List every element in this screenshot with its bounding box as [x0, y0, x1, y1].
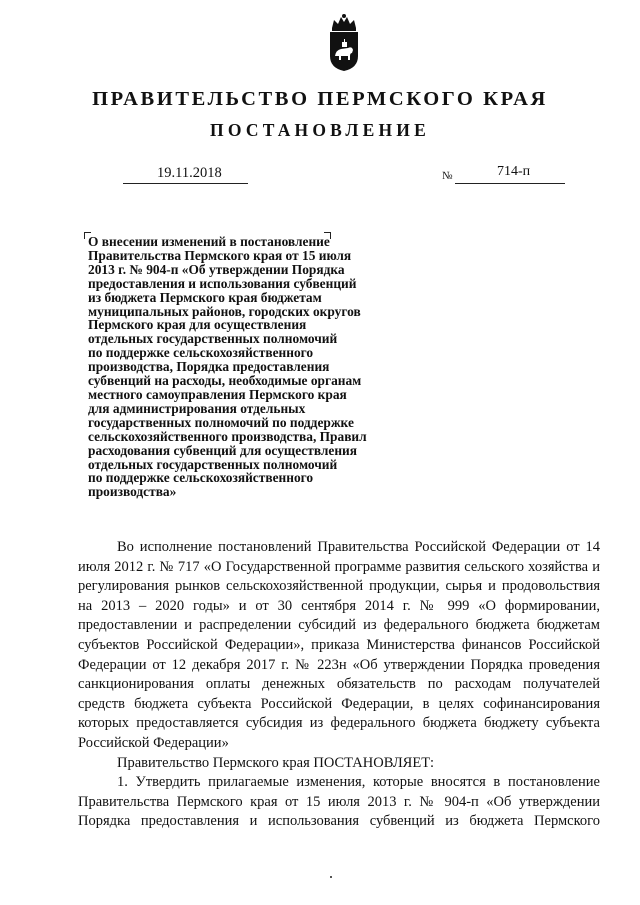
- document-date: 19.11.2018: [157, 165, 222, 181]
- subject-line: субвенций на расходы, необходимые органам: [88, 373, 362, 389]
- document-number: 714-п: [497, 164, 531, 179]
- subject-line: 2013 г. № 904-п «Об утверждении Порядка: [88, 261, 345, 277]
- subject-line: расходования субвенций для осуществления: [88, 442, 358, 458]
- subject-line: по поддержке сельскохозяйственного: [88, 470, 314, 486]
- decree-line: Правительство Пермского края ПОСТАНОВЛЯЕТ:: [117, 754, 435, 771]
- number-sign: №: [442, 170, 453, 182]
- date-field: [123, 164, 248, 184]
- subject-line: для администрирования отдельных: [88, 400, 306, 416]
- page-mark: [330, 876, 332, 878]
- document-body: [78, 538, 600, 832]
- subject-line: из бюджета Пермского края бюджетам: [88, 289, 322, 305]
- subject-line: государственных полномочий по поддержке: [88, 414, 354, 430]
- document-type-title: ПОСТАНОВЛЕНИЕ: [210, 120, 430, 140]
- subject-line: производства, Порядка предоставления: [88, 359, 330, 375]
- preamble-paragraph: Во исполнение постановлений Правительства Российской Федерации от 14 июля 2012 г. № 717 «О Государственной программе развития сельского хозяйства и регулирования рынков сельскохозяйственной продукции, сырья и продовольствия на 2013 – 2020 годы» и от 30 сентября 2014 г. № 999 «О формировании, предоставлении и распределении субсидий из федерального бюджета бюджетам субъектов Российской Федерации», приказа Министерства финансов Российской Федерации от 12 декабря 2017 г. № 223н «Об утверждении Порядка проведения санкционирования оплаты денежных обязательств по расходам получателей средств бюджета субъекта Российской Федерации, в целях софинансирования которых предоставляется субсидия из федерального бюджета бюджету субъекта Российской Федерации»: [78, 539, 600, 751]
- subject-line: по поддержке сельскохозяйственного: [88, 345, 314, 361]
- subject-line: отдельных государственных полномочий: [88, 331, 338, 347]
- subject-line: Правительства Пермского края от 15 июля: [88, 247, 352, 263]
- subject-line: муниципальных районов, городских округов: [88, 303, 361, 319]
- government-title: ПРАВИТЕЛЬСТВО ПЕРМСКОГО КРАЯ: [92, 88, 548, 110]
- subject-line: предоставления и использования субвенций: [88, 275, 357, 291]
- subject-line: сельскохозяйственного производства, Правил: [88, 428, 367, 444]
- number-field: [455, 164, 565, 184]
- coat-of-arms-icon: [326, 12, 362, 72]
- subject-line: отдельных государственных полномочий: [88, 456, 338, 472]
- subject-line: местного самоуправления Пермского края: [88, 386, 347, 402]
- document-subject: [88, 235, 418, 499]
- subject-line: О внесении изменений в постановление: [88, 234, 330, 249]
- item-1-paragraph: 1. Утвердить прилагаемые изменения, которые вносятся в постановление Правительства Пермского края от 15 июля 2013 г. № 904-п «Об утверждении Порядка предоставления и использования субвенций из бюджета Пермского: [78, 774, 600, 830]
- subject-line: Пермского края для осуществления: [88, 317, 307, 333]
- subject-line: производства»: [88, 484, 177, 500]
